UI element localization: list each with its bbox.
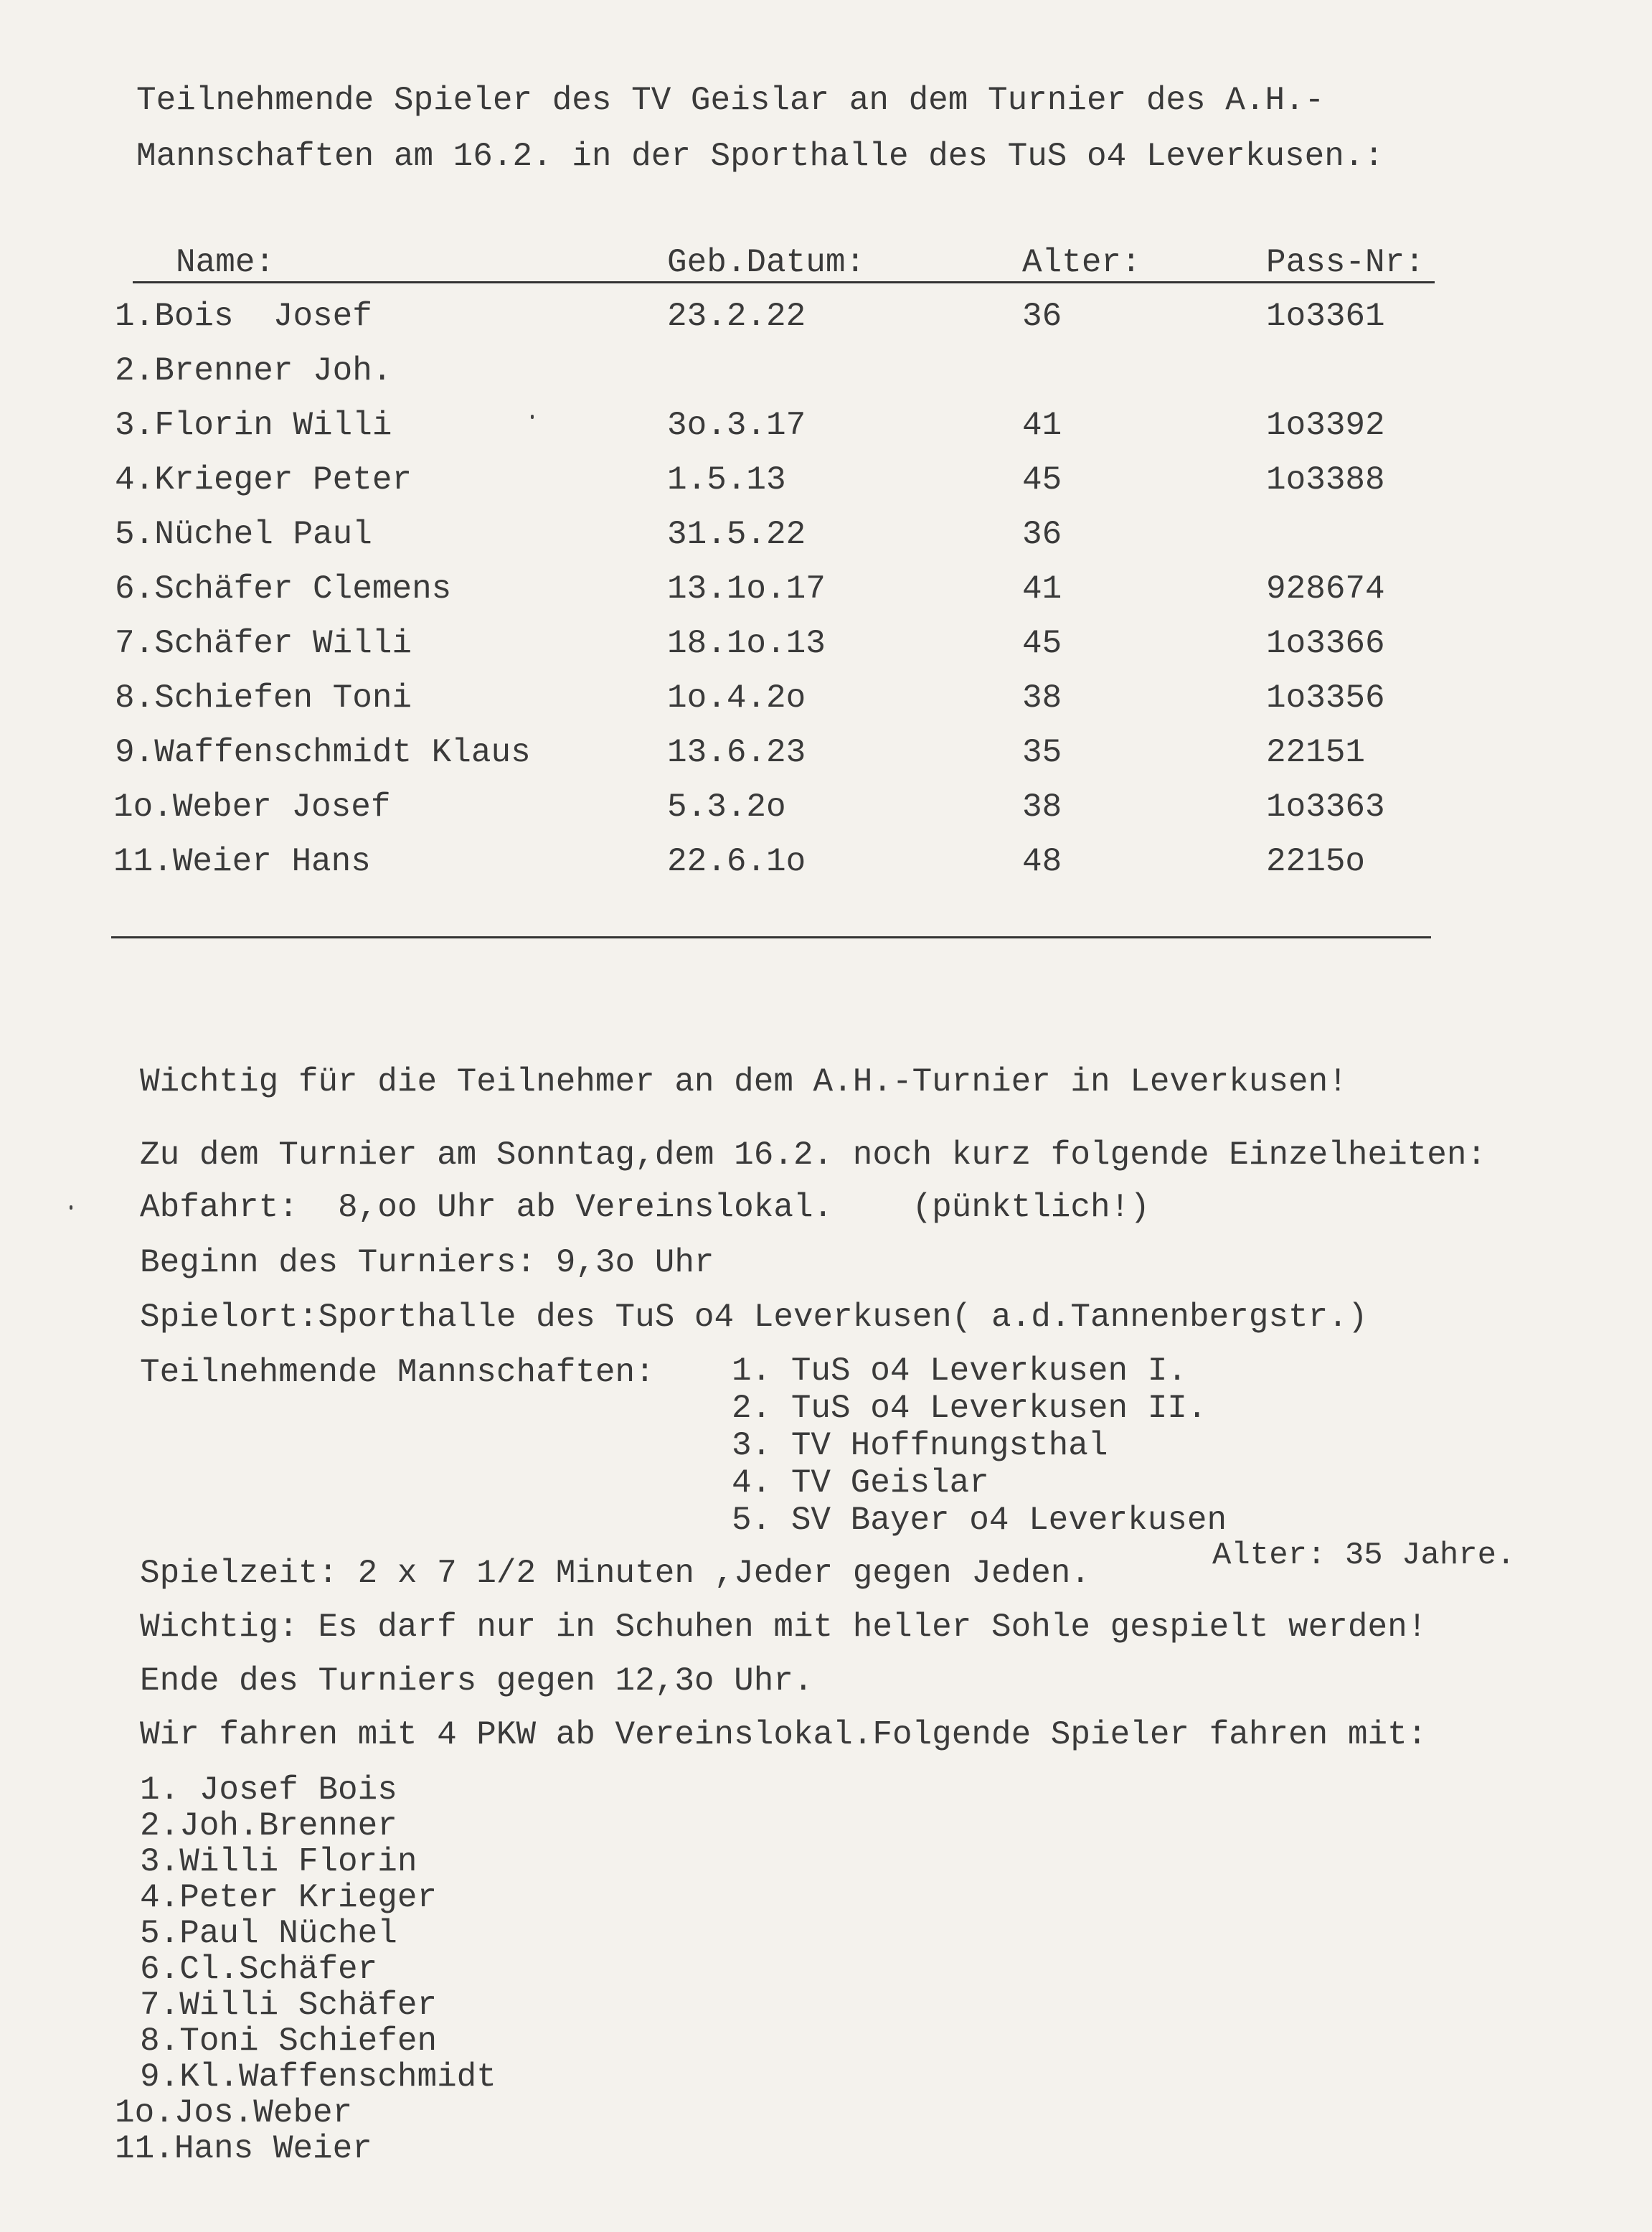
list-item: 2.Joh.Brenner [140, 1807, 397, 1845]
table-row [0, 625, 1652, 668]
info-intro: Zu dem Turnier am Sonntag,dem 16.2. noch kurz folgende Einzelheiten: [140, 1136, 1487, 1174]
info-age-note: Alter: 35 Jahre. [1212, 1538, 1516, 1573]
list-item: 8.Toni Schiefen [140, 2023, 438, 2060]
player-age: 38 [1022, 679, 1062, 717]
table-row [0, 298, 1652, 341]
player-name: 4.Krieger Peter [115, 461, 412, 499]
team-item: 2. TuS o4 Leverkusen II. [732, 1390, 1207, 1427]
table-row [0, 679, 1652, 722]
team-item: 1. TuS o4 Leverkusen I. [732, 1352, 1187, 1390]
player-pass-nr: 1o3363 [1266, 788, 1385, 826]
player-pass-nr: 1o3366 [1266, 625, 1385, 662]
team-item: 3. TV Hoffnungsthal [732, 1427, 1108, 1464]
player-age: 45 [1022, 625, 1062, 662]
player-age: 41 [1022, 570, 1062, 608]
player-pass-nr: 1o3356 [1266, 679, 1385, 717]
list-item: 3.Willi Florin [140, 1843, 417, 1880]
player-age: 38 [1022, 788, 1062, 826]
header-underline [133, 281, 1435, 283]
player-birthdate: 3o.3.17 [667, 407, 806, 444]
heading-line-2: Mannschaften am 16.2. in der Sporthalle des TuS o4 Leverkusen.: [136, 138, 1384, 175]
player-birthdate: 5.3.2o [667, 788, 786, 826]
list-item: 1. Josef Bois [140, 1771, 397, 1809]
heading-line-1: Teilnehmende Spieler des TV Geislar an dem Turnier des A.H.- [136, 82, 1325, 119]
player-age: 36 [1022, 298, 1062, 335]
player-name: 2.Brenner Joh. [115, 352, 392, 390]
player-age: 35 [1022, 734, 1062, 771]
team-item: 5. SV Bayer o4 Leverkusen [732, 1502, 1227, 1539]
list-item: 7.Willi Schäfer [140, 1987, 438, 2024]
info-important: Wichtig: Es darf nur in Schuhen mit heller Sohle gespielt werden! [140, 1609, 1427, 1646]
player-name: 3.Florin Willi [115, 407, 392, 444]
info-start: Beginn des Turniers: 9,3o Uhr [140, 1244, 714, 1281]
player-birthdate: 13.1o.17 [667, 570, 826, 608]
player-pass-nr: 1o3388 [1266, 461, 1385, 499]
list-item: 6.Cl.Schäfer [140, 1951, 378, 1988]
player-pass-nr: 1o3361 [1266, 298, 1385, 335]
table-row [0, 734, 1652, 777]
table-row [0, 788, 1652, 832]
player-pass-nr: 928674 [1266, 570, 1385, 608]
player-birthdate: 31.5.22 [667, 516, 806, 553]
header-pass-nr: Pass-Nr: [1266, 244, 1425, 281]
player-age: 41 [1022, 407, 1062, 444]
table-row [0, 352, 1652, 395]
table-row [0, 407, 1652, 450]
player-pass-nr: 1o3392 [1266, 407, 1385, 444]
team-item: 4. TV Geislar [732, 1464, 989, 1502]
table-row [0, 843, 1652, 886]
list-item: 9.Kl.Waffenschmidt [140, 2058, 496, 2096]
player-name: 1.Bois Josef [115, 298, 372, 335]
player-birthdate: 13.6.23 [667, 734, 806, 771]
info-cars: Wir fahren mit 4 PKW ab Vereinslokal.Folgende Spieler fahren mit: [140, 1716, 1427, 1753]
player-pass-nr: 22151 [1266, 734, 1366, 771]
list-item: 1o.Jos.Weber [115, 2094, 353, 2132]
info-title: Wichtig für die Teilnehmer an dem A.H.-Turnier in Leverkusen! [140, 1063, 1348, 1101]
player-name: 7.Schäfer Willi [115, 625, 412, 662]
info-playtime: Spielzeit: 2 x 7 1/2 Minuten ,Jeder gegen Jeden. [140, 1555, 1091, 1592]
table-row [0, 516, 1652, 559]
player-pass-nr: 2215o [1266, 843, 1366, 880]
player-age: 48 [1022, 843, 1062, 880]
info-venue: Spielort:Sporthalle des TuS o4 Leverkusen( a.d.Tannenbergstr.) [140, 1299, 1368, 1336]
player-age: 36 [1022, 516, 1062, 553]
info-teams-label: Teilnehmende Mannschaften: [140, 1354, 655, 1391]
header-age: Alter: [1022, 244, 1141, 281]
player-name: 1o.Weber Josef [113, 788, 391, 826]
player-name: 8.Schiefen Toni [115, 679, 412, 717]
player-birthdate: 1.5.13 [667, 461, 786, 499]
header-name: Name: [176, 244, 275, 281]
scan-speck [70, 1205, 72, 1210]
info-departure: Abfahrt: 8,oo Uhr ab Vereinslokal. (pünktlich!) [140, 1189, 1150, 1226]
player-birthdate: 22.6.1o [667, 843, 806, 880]
player-birthdate: 1o.4.2o [667, 679, 806, 717]
scan-speck [531, 415, 534, 419]
table-row [0, 570, 1652, 613]
player-age: 45 [1022, 461, 1062, 499]
header-birthdate: Geb.Datum: [667, 244, 866, 281]
player-name: 5.Nüchel Paul [115, 516, 372, 553]
info-end: Ende des Turniers gegen 12,3o Uhr. [140, 1662, 813, 1700]
list-item: 11.Hans Weier [115, 2130, 372, 2167]
player-birthdate: 18.1o.13 [667, 625, 826, 662]
list-item: 5.Paul Nüchel [140, 1915, 397, 1952]
player-birthdate: 23.2.22 [667, 298, 806, 335]
list-item: 4.Peter Krieger [140, 1879, 438, 1916]
table-bottom-rule [111, 936, 1431, 938]
player-name: 6.Schäfer Clemens [115, 570, 452, 608]
player-name: 9.Waffenschmidt Klaus [115, 734, 531, 771]
player-name: 11.Weier Hans [113, 843, 371, 880]
table-row [0, 461, 1652, 504]
